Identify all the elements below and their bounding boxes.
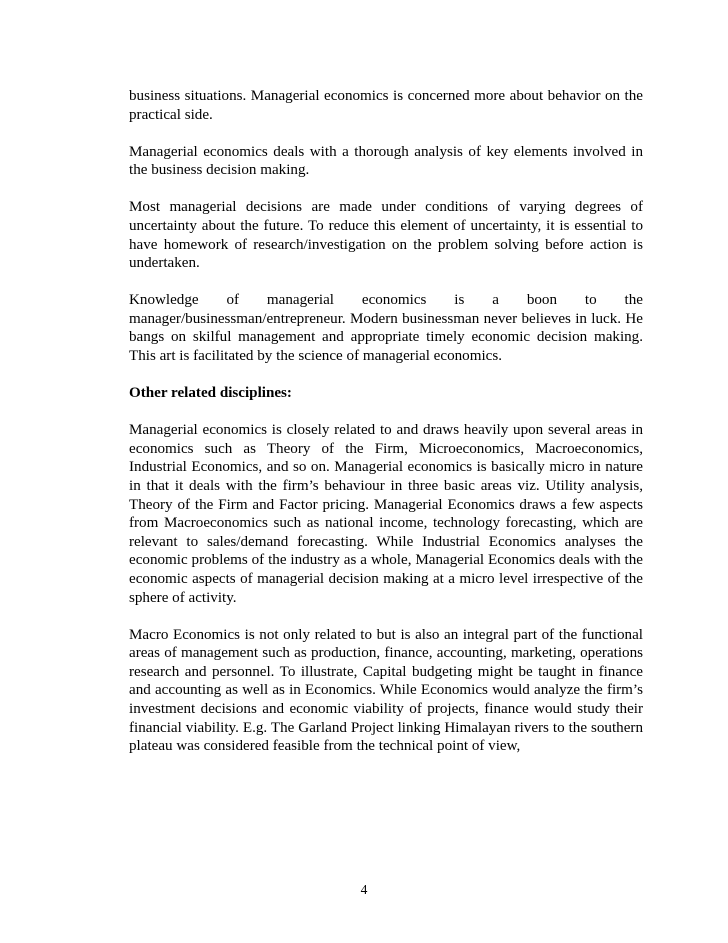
paragraph-related-disciplines: Managerial economics is closely related to and draws heavily upon several areas in economics such as Theory of the Firm, Microeconomics, Macroeconomics, Industrial Economics, and so on. Managerial economics is basically micro in nature in that it deals with the firm’s behaviour in three basic areas viz. Utility analysis, Theory of the Firm and Factor pricing. Managerial Economics draws a few aspects from Macroeconomics such as national income, technology forecasting, which are relevant to sales/demand forecasting. While Industrial Economics analyses the economic problems of the industry as a whole, Managerial Economics deals with the economic aspects of managerial decision making at a micro level irrespective of the sphere of activity. <box>129 422 643 606</box>
paragraph-intro: business situations. Managerial economics is concerned more about behavior on the practical side. <box>129 88 643 123</box>
paragraph-uncertainty: Most managerial decisions are made under conditions of varying degrees of uncertainty about the future. To reduce this element of uncertainty, it is essential to have homework of research/investigation on the problem solving before action is undertaken. <box>129 199 643 272</box>
paragraph-knowledge: Knowledge of managerial economics is a boon to the manager/businessman/entrepreneur. Modern businessman never believes in luck. He bangs on skilful management and appropriate timely economic decision making. This art is facilitated by the science of managerial economics. <box>129 292 643 365</box>
document-page <box>129 87 643 774</box>
paragraph-analysis: Managerial economics deals with a thorough analysis of key elements involved in the business decision making. <box>129 143 643 179</box>
paragraph-macro-economics: Macro Economics is not only related to but is also an integral part of the functional areas of management such as production, finance, accounting, marketing, operations research and personnel. To illustrate, Capital budgeting might be taught in finance and accounting as well as in Economics. While Economics would analyze the firm’s investment decisions and economic viability of projects, finance would study their financial viability. E.g. The Garland Project linking Himalayan rivers to the southern plateau was considered feasible from the technical point of view, <box>129 626 643 755</box>
section-heading: Other related disciplines: <box>129 385 292 402</box>
page-number: 4 <box>360 882 368 897</box>
